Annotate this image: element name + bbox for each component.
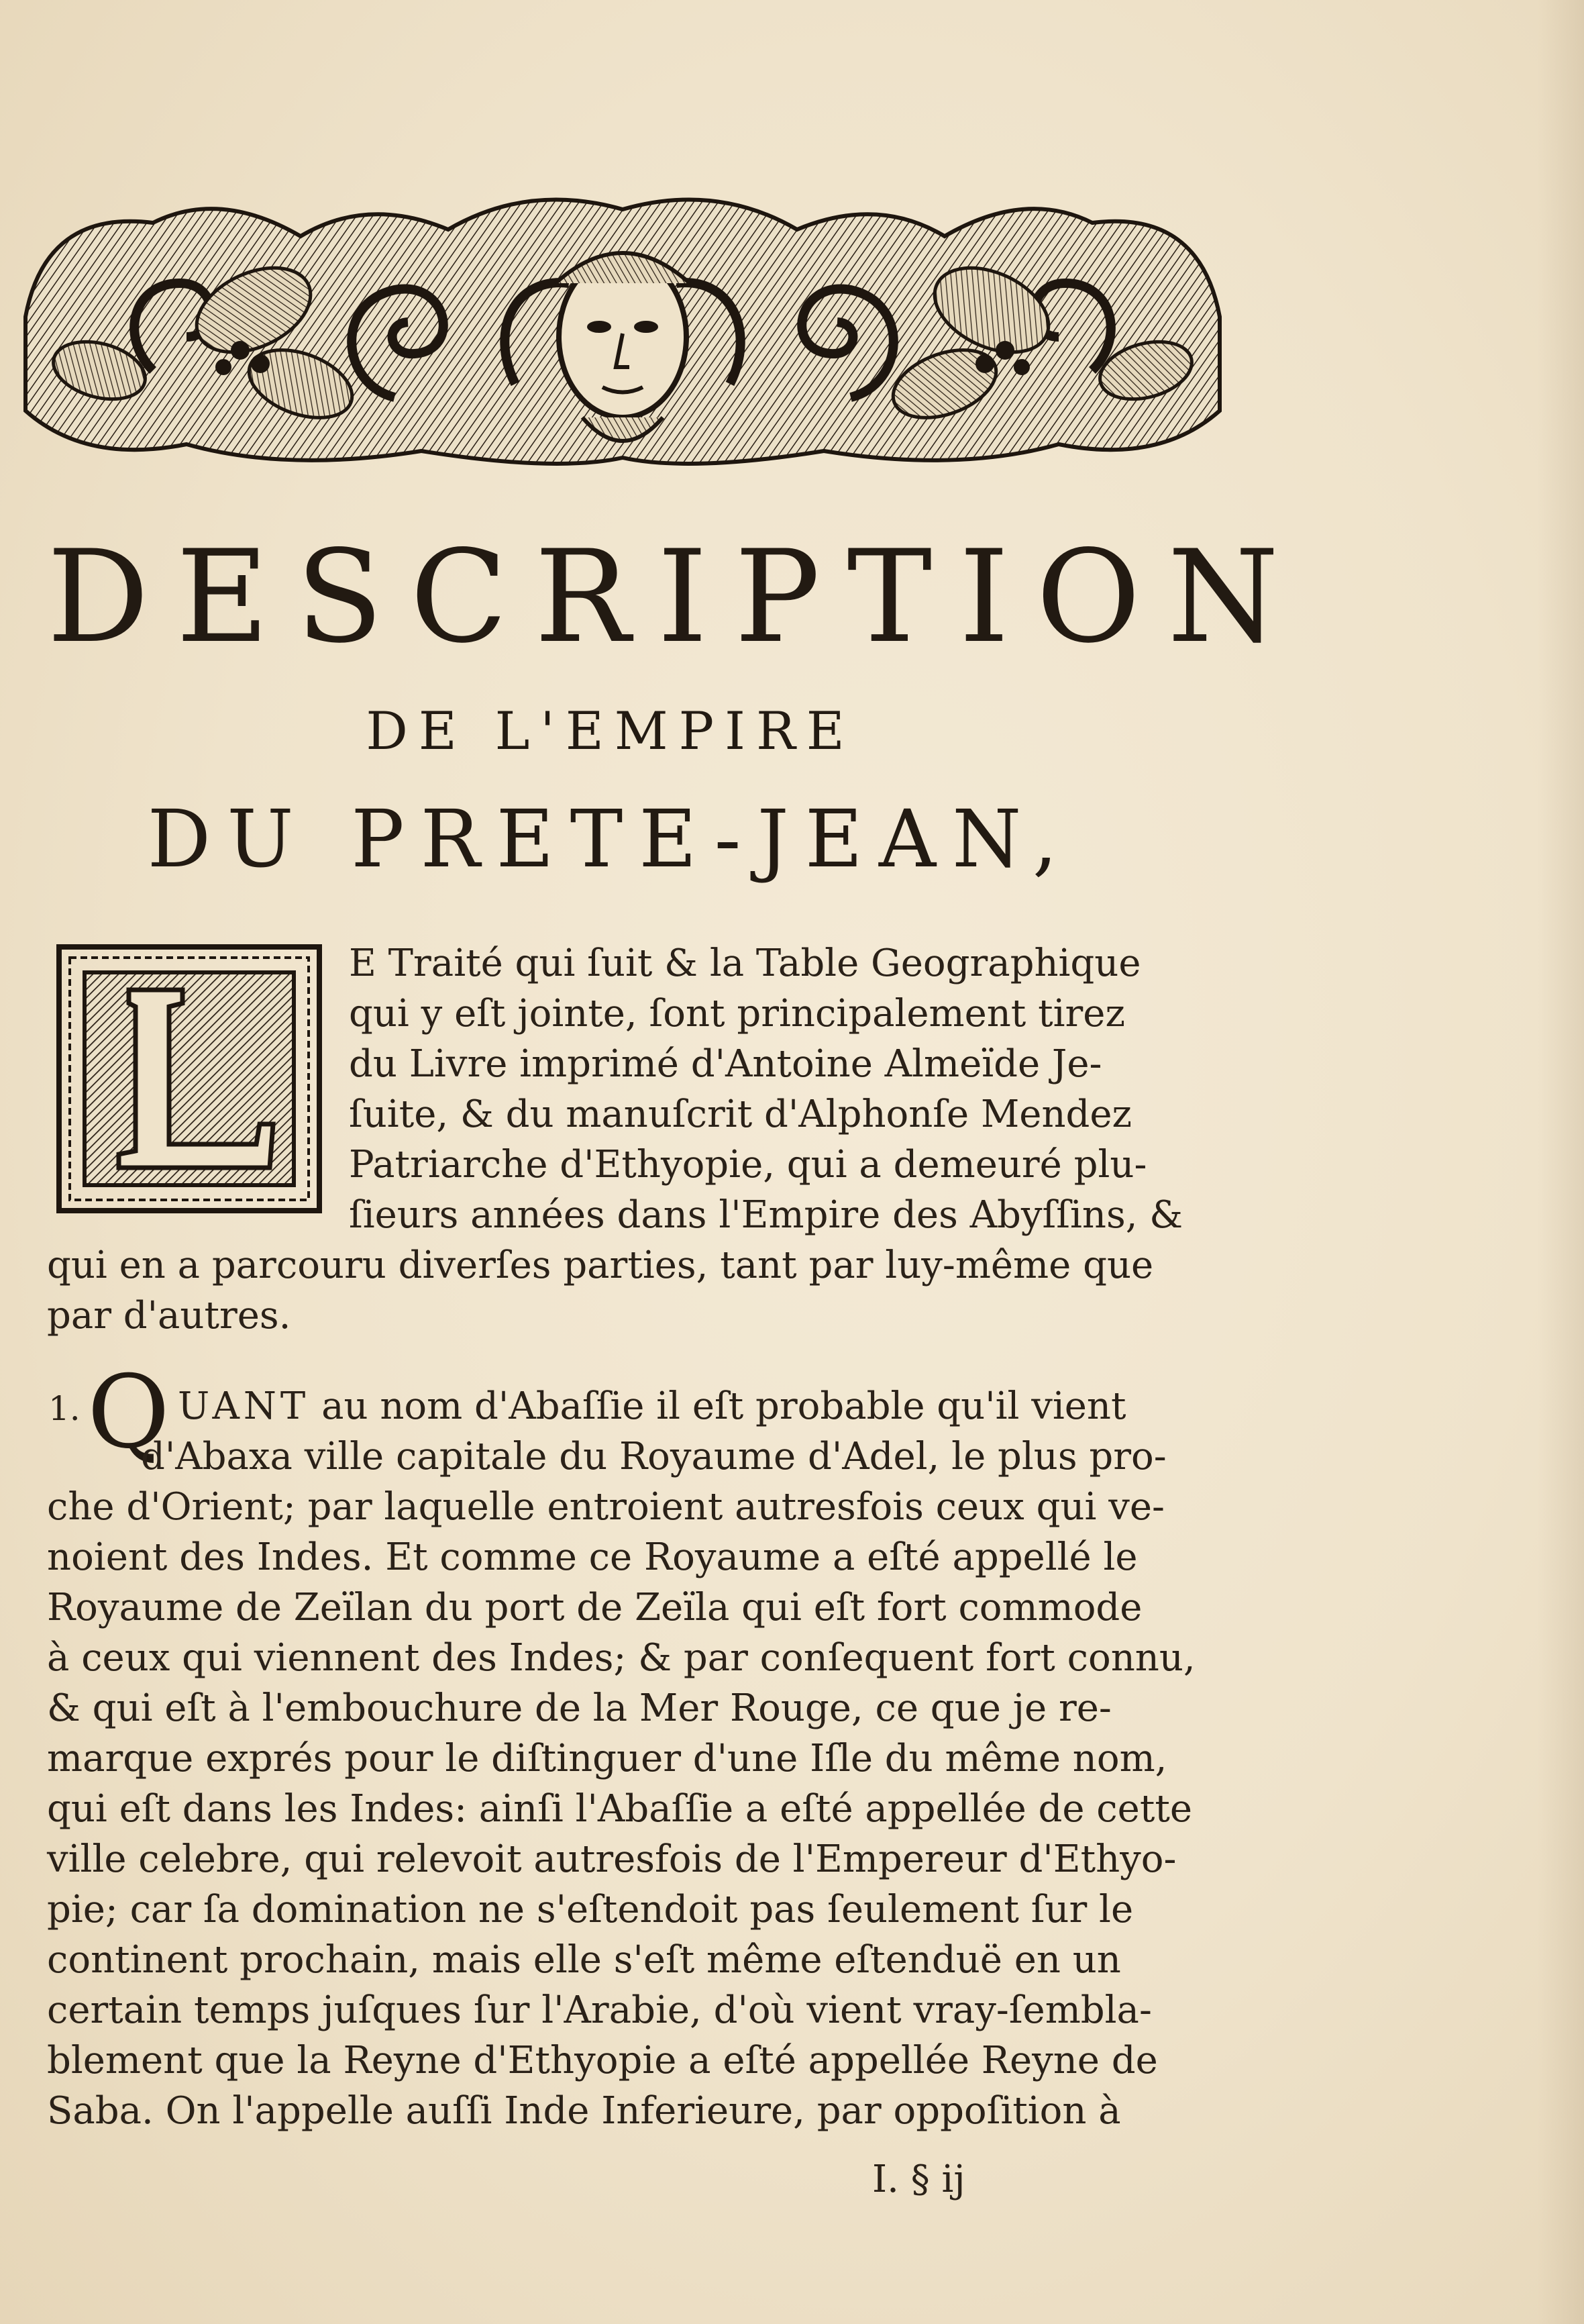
text-line: d'Abaxa ville capitale du Royaume d'Adel, le plus pro-: [141, 1435, 1167, 1478]
text-line: certain temps juſques ſur l'Arabie, d'où vient vray-ſembla-: [47, 1988, 1152, 2032]
text-line: qui y eſt jointe, ſont principalement tirez: [349, 992, 1125, 1035]
text-line: E Traité qui ſuit & la Table Geographique: [349, 942, 1141, 985]
signature-mark: I. § ij: [872, 2158, 965, 2201]
text-line: Royaume de Zeïlan du port de Zeïla qui eſt fort commode: [47, 1586, 1143, 1629]
section-number: 1.: [48, 1389, 81, 1428]
section-1-paragraph: [47, 1381, 1196, 2136]
text-line: du Livre imprimé d'Antoine Almeïde Je-: [349, 1042, 1102, 1086]
title-du-prete-jean: DU PRETE-JEAN,: [147, 793, 1074, 885]
text-line: Patriarche d'Ethyopie, qui a demeuré plu-: [349, 1143, 1147, 1186]
text-line: pie; car ſa domination ne s'eſtendoit pas ſeulement ſur le: [47, 1888, 1134, 1931]
ornamental-headpiece: [19, 183, 1226, 472]
headpiece-engraving-icon: [19, 183, 1226, 472]
section-initial-Q: Q: [87, 1354, 170, 1471]
text-line: [47, 1381, 1196, 1431]
intro-paragraph-full: [47, 1240, 1153, 1341]
text-line: noient des Indes. Et comme ce Royaume a eſté appellé le: [47, 1535, 1138, 1579]
text-line: Saba. On l'appelle auſſi Inde Inferieure, par oppoſition à: [47, 2089, 1121, 2133]
page-edge-shadow: [1537, 0, 1584, 2324]
text-line: par d'autres.: [47, 1294, 291, 1337]
text-line: à ceux qui viennent des Indes; & par conſequent fort connu,: [47, 1636, 1196, 1680]
text-line: marque exprés pour le diſtinguer d'une Iſle du même nom,: [47, 1737, 1167, 1780]
text-line: ville celebre, qui relevoit autresfois de l'Empereur d'Ethyo-: [47, 1837, 1177, 1881]
text-line: ſuite, & du manuſcrit d'Alphonſe Mendez: [349, 1093, 1132, 1136]
text-line: continent prochain, mais elle s'eſt même eſtenduë en un: [47, 1938, 1121, 1982]
text-line: che d'Orient; par laquelle entroient autresfois ceux qui ve-: [47, 1485, 1165, 1529]
text-line: qui eſt dans les Indes: ainſi l'Abaſſie a eſté appellée de cette: [47, 1787, 1192, 1831]
text-line: blement que la Reyne d'Ethyopie a eſté appellée Reyne de: [47, 2039, 1158, 2082]
title-description: DESCRIPTION: [47, 523, 1306, 671]
text-line: & qui eſt à l'embouchure de la Mer Rouge, ce que je re-: [47, 1686, 1112, 1730]
title-de-l-empire: DE L'EMPIRE: [366, 701, 855, 762]
first-word-smallcaps: UANT: [178, 1384, 310, 1428]
first-line-rest: au nom d'Abaſſie il eſt probable qu'il vient: [309, 1384, 1126, 1428]
ornamental-dropcap-icon: [55, 943, 323, 1215]
text-line: ſieurs années dans l'Empire des Abyſſins, &: [349, 1193, 1183, 1237]
text-line: qui en a parcouru diverſes parties, tant par luy-même que: [47, 1244, 1154, 1287]
decorated-initial-L: [55, 943, 323, 1215]
intro-paragraph-beside-cap: [349, 938, 1183, 1240]
